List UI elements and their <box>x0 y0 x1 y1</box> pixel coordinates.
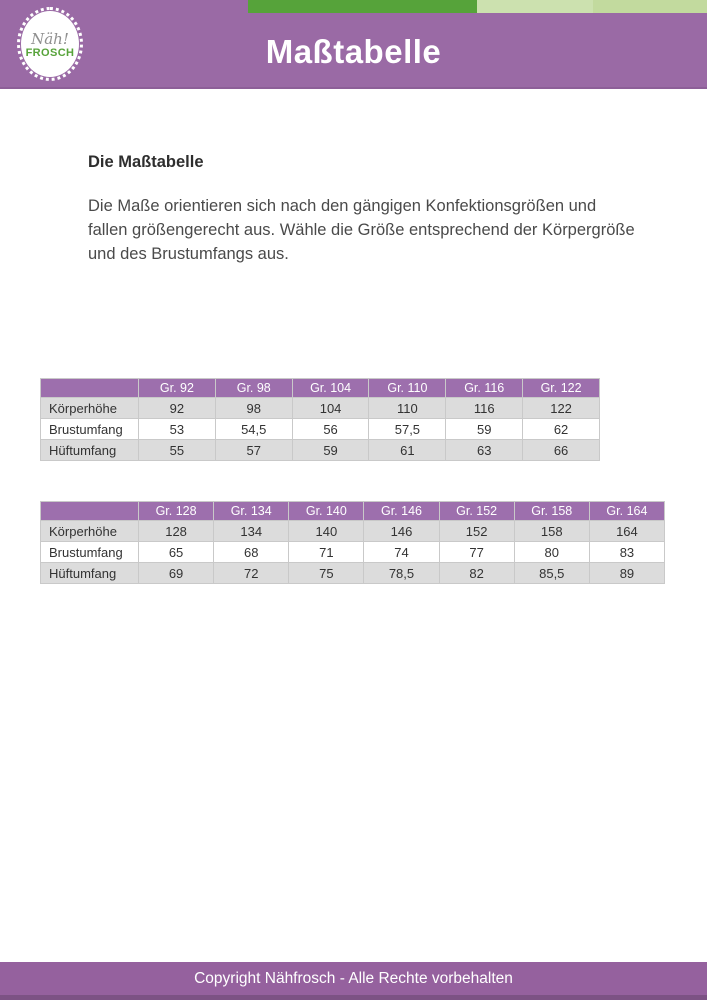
column-header: Gr. 98 <box>215 379 292 398</box>
row-label: Körperhöhe <box>41 521 139 542</box>
column-header: Gr. 146 <box>364 502 439 521</box>
cell-value: 65 <box>139 542 214 563</box>
page-title: Maßtabelle <box>265 33 442 70</box>
footer-bottom-strip <box>0 995 707 1000</box>
cell-value: 57,5 <box>369 419 446 440</box>
logo-frosch-text: FROSCH <box>25 47 75 59</box>
cell-value: 80 <box>514 542 589 563</box>
cell-value: 74 <box>364 542 439 563</box>
cell-value: 62 <box>523 419 600 440</box>
cell-value: 78,5 <box>364 563 439 584</box>
cell-value: 55 <box>139 440 216 461</box>
cell-value: 110 <box>369 398 446 419</box>
cell-value: 71 <box>289 542 364 563</box>
cell-value: 75 <box>289 563 364 584</box>
cell-value: 134 <box>214 521 289 542</box>
table-row <box>41 440 600 461</box>
column-header: Gr. 164 <box>589 502 664 521</box>
cell-value: 61 <box>369 440 446 461</box>
cell-value: 158 <box>514 521 589 542</box>
column-header: Gr. 122 <box>523 379 600 398</box>
table-row <box>41 542 665 563</box>
cell-value: 116 <box>446 398 523 419</box>
cell-value: 63 <box>446 440 523 461</box>
logo-script-text: Näh! <box>31 30 69 48</box>
size-table <box>40 501 665 584</box>
row-label: Brustumfang <box>41 419 139 440</box>
cell-value: 68 <box>214 542 289 563</box>
column-header: Gr. 110 <box>369 379 446 398</box>
topbar-light-green-segment-2 <box>593 0 707 13</box>
header-band <box>0 0 707 89</box>
cell-value: 128 <box>139 521 214 542</box>
cell-value: 85,5 <box>514 563 589 584</box>
column-header: Gr. 104 <box>292 379 369 398</box>
cell-value: 152 <box>439 521 514 542</box>
cell-value: 69 <box>139 563 214 584</box>
cell-value: 83 <box>589 542 664 563</box>
topbar-light-green-segment-1 <box>477 0 593 13</box>
column-header <box>41 502 139 521</box>
intro-section <box>88 153 640 266</box>
cell-value: 53 <box>139 419 216 440</box>
column-header: Gr. 152 <box>439 502 514 521</box>
size-table-small <box>40 378 600 461</box>
column-header: Gr. 128 <box>139 502 214 521</box>
topbar-dark-green-segment <box>248 0 477 13</box>
size-table-large <box>40 501 665 584</box>
row-label: Körperhöhe <box>41 398 139 419</box>
row-label: Brustumfang <box>41 542 139 563</box>
cell-value: 122 <box>523 398 600 419</box>
size-table <box>40 378 600 461</box>
cell-value: 72 <box>214 563 289 584</box>
table-row <box>41 521 665 542</box>
cell-value: 89 <box>589 563 664 584</box>
copyright-text: Copyright Nähfrosch - Alle Rechte vorbehalten <box>194 969 513 987</box>
intro-heading: Die Maßtabelle <box>88 153 204 171</box>
table-row <box>41 398 600 419</box>
cell-value: 146 <box>364 521 439 542</box>
column-header: Gr. 92 <box>139 379 216 398</box>
table-row <box>41 419 600 440</box>
table-header-row <box>41 379 600 398</box>
column-header: Gr. 158 <box>514 502 589 521</box>
row-label: Hüftumfang <box>41 563 139 584</box>
cell-value: 59 <box>292 440 369 461</box>
cell-value: 54,5 <box>215 419 292 440</box>
footer-band <box>0 962 707 995</box>
cell-value: 57 <box>215 440 292 461</box>
cell-value: 104 <box>292 398 369 419</box>
column-header: Gr. 140 <box>289 502 364 521</box>
cell-value: 59 <box>446 419 523 440</box>
cell-value: 140 <box>289 521 364 542</box>
cell-value: 92 <box>139 398 216 419</box>
intro-paragraph: Die Maße orientieren sich nach den gängigen Konfektionsgrößen und fallen größengerecht aus. Wähle die Größe entsprechend der Körpergröße und des Brustumfangs aus. <box>88 197 635 263</box>
row-label: Hüftumfang <box>41 440 139 461</box>
cell-value: 56 <box>292 419 369 440</box>
column-header <box>41 379 139 398</box>
cell-value: 66 <box>523 440 600 461</box>
cell-value: 98 <box>215 398 292 419</box>
column-header: Gr. 116 <box>446 379 523 398</box>
column-header: Gr. 134 <box>214 502 289 521</box>
cell-value: 82 <box>439 563 514 584</box>
cell-value: 164 <box>589 521 664 542</box>
table-header-row <box>41 502 665 521</box>
table-row <box>41 563 665 584</box>
cell-value: 77 <box>439 542 514 563</box>
